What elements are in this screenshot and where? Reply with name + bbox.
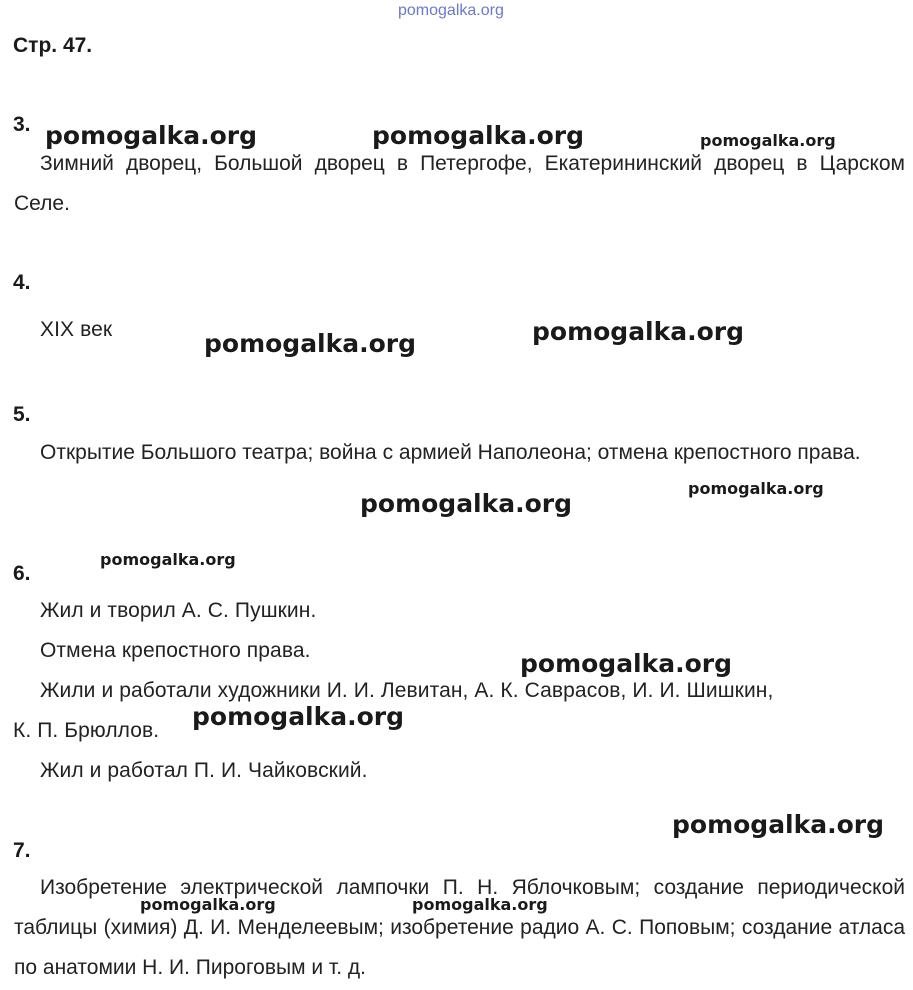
question-6-line-2: Отмена крепостного права. (40, 639, 311, 662)
watermark: pomogalka.org (412, 895, 548, 914)
watermark: pomogalka.org (532, 317, 745, 346)
question-6-line-3: Жили и работали художники И. И. Левитан, А. К. Саврасов, И. И. Шишкин, (40, 679, 774, 702)
watermark: pomogalka.org (204, 329, 417, 358)
question-4-number: 4. (13, 271, 31, 294)
watermark: pomogalka.org (100, 550, 236, 569)
watermark: pomogalka.org (140, 895, 276, 914)
watermark: pomogalka.org (672, 810, 885, 839)
question-3-number: 3. (13, 113, 31, 136)
question-6-line-4: Жил и работал П. И. Чайковский. (40, 759, 368, 782)
question-5-answer: Открытие Большого театра; война с армией Наполеона; отмена крепостного права. (40, 441, 861, 464)
watermark: pomogalka.org (520, 649, 733, 678)
question-6-line-3-continued: К. П. Брюллов. (13, 719, 160, 742)
watermark: pomogalka.org (700, 131, 836, 150)
watermark: pomogalka.org (192, 702, 405, 731)
question-6-number: 6. (13, 562, 31, 585)
watermark: pomogalka.org (688, 479, 824, 498)
watermark: pomogalka.org (372, 121, 585, 150)
question-7-number: 7. (13, 839, 31, 862)
watermark: pomogalka.org (360, 489, 573, 518)
page-label: Стр. 47. (13, 34, 93, 57)
question-3-answer: Зимний дворец, Большой дворец в Петергофе, Екатерининский дворец в Царском Селе. (14, 152, 905, 215)
question-5-number: 5. (13, 403, 31, 426)
question-4-answer: XIX век (40, 318, 113, 341)
question-7-answer: Изобретение электрической лампочки П. Н. Яблочковым; создание периодической таблицы (химия) Д. И. Менделеевым; изобретение радио А. С. Поповым; создание атласа по анатомии Н. И. Пироговым и т. д. (14, 876, 905, 979)
watermark-top: pomogalka.org (398, 2, 504, 19)
question-6-line-1: Жил и творил А. С. Пушкин. (40, 599, 317, 622)
watermark: pomogalka.org (45, 121, 258, 150)
